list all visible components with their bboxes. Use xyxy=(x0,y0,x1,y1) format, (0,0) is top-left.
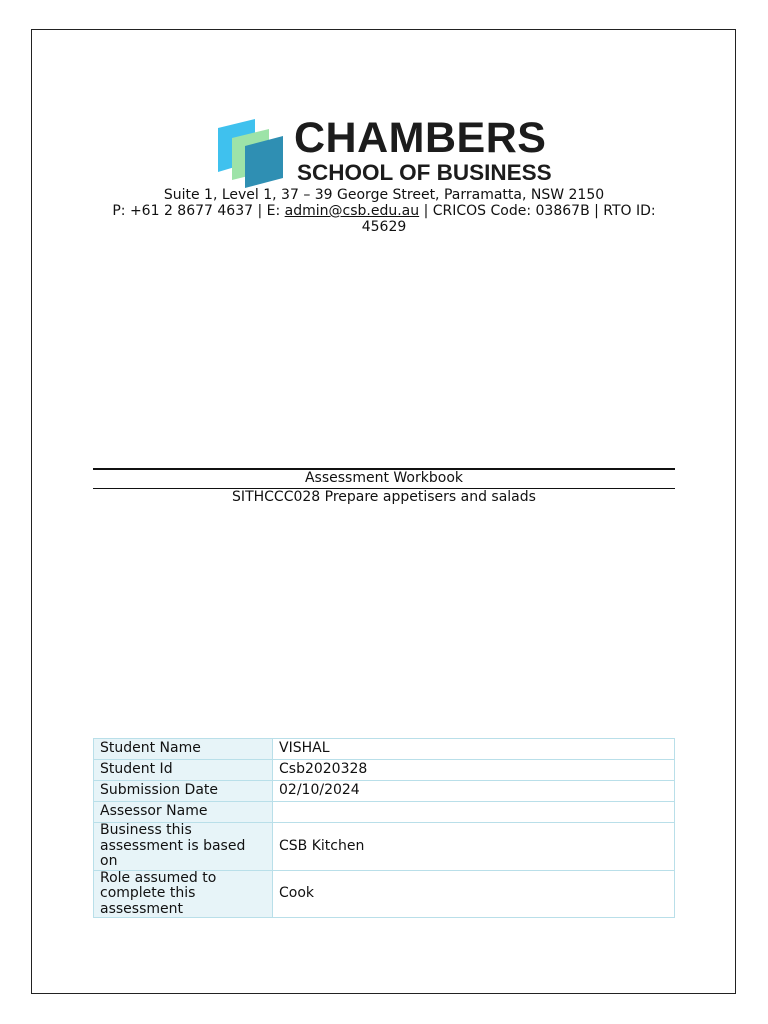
row-value: VISHAL xyxy=(273,739,675,760)
logo-subtitle: SCHOOL OF BUSINESS xyxy=(297,160,552,185)
contact-suffix: | CRICOS Code: 03867B | RTO ID: 45629 xyxy=(361,203,656,235)
contact-line xyxy=(93,204,675,235)
logo-mark-icon xyxy=(217,116,293,190)
row-label: Assessor Name xyxy=(94,802,273,823)
table-row xyxy=(94,739,675,760)
email-link[interactable]: admin@csb.edu.au xyxy=(284,203,420,219)
table-row xyxy=(94,823,675,871)
address-line: Suite 1, Level 1, 37 – 39 George Street, Parramatta, NSW 2150 xyxy=(163,187,605,203)
logo-title: CHAMBERS xyxy=(294,114,547,162)
table-row xyxy=(94,802,675,823)
table-row xyxy=(94,870,675,918)
row-value: 02/10/2024 xyxy=(273,781,675,802)
row-label: Submission Date xyxy=(94,781,273,802)
row-label: Role assumed to complete this assessment xyxy=(94,870,273,918)
row-value: Cook xyxy=(273,870,675,918)
row-label: Student Name xyxy=(94,739,273,760)
row-label: Business this assessment is based on xyxy=(94,823,273,871)
unit-title: SITHCCC028 Prepare appetisers and salads xyxy=(232,489,536,505)
table-row xyxy=(94,781,675,802)
row-value: CSB Kitchen xyxy=(273,823,675,871)
row-value xyxy=(273,802,675,823)
workbook-title: Assessment Workbook xyxy=(304,470,463,486)
row-label: Student Id xyxy=(94,760,273,781)
student-info-table xyxy=(93,738,675,918)
contact-prefix: P: +61 2 8677 4637 | E: xyxy=(112,203,285,219)
row-value: Csb2020328 xyxy=(273,760,675,781)
table-row xyxy=(94,760,675,781)
chambers-logo xyxy=(217,116,557,190)
